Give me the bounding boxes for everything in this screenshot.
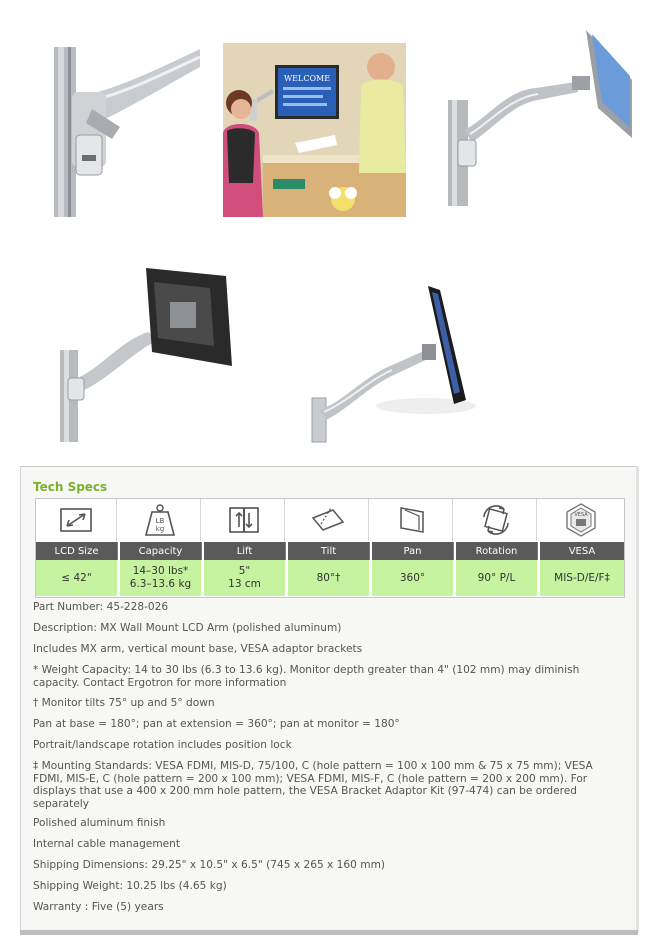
lift-icon [204, 499, 285, 541]
spec-value-capacity [120, 560, 202, 596]
spec-value-line: ≤ 42" [61, 571, 92, 584]
spec-value-line: 5" [238, 565, 251, 577]
pan-icon [372, 499, 453, 541]
diagonal-size-icon [36, 499, 117, 541]
svg-text:kg: kg [155, 525, 165, 533]
tech-specs-panel [20, 466, 638, 933]
product-photo-reception [223, 43, 406, 217]
product-photo-monitor-rear [58, 262, 234, 442]
panel-bottom-border [20, 930, 638, 935]
tech-specs-title: Tech Specs [33, 480, 108, 494]
spec-header-lift: Lift [204, 542, 286, 560]
mounting-standards-note: ‡ Mounting Standards: VESA FDMI, MIS-D, 75/100, C (hole pattern = 100 x 100 mm & 75 x 75 mm); VESA FDMI, MIS-E, C (hole pattern = 200 x 100 mm); VESA FDMI, MIS-F, C (hole pattern = 200 x 200 mm). For displays that use a 400 x 200 mm hole pattern, the VESA Bracket Adaptor Kit (97-474) can be ordered separately [33, 760, 593, 810]
rotation-note: Portrait/landscape rotation includes position lock [33, 739, 292, 751]
welcome-sign-text: WELCOME [283, 74, 331, 83]
includes: Includes MX arm, vertical mount base, VESA adaptor brackets [33, 643, 363, 655]
spec-value-line: MIS-D/E/F‡ [554, 571, 610, 584]
tilt-icon [288, 499, 369, 541]
weight-icon [120, 499, 201, 541]
spec-value-line: 360° [399, 571, 426, 584]
shipping-weight: Shipping Weight: 10.25 lbs (4.65 kg) [33, 880, 227, 892]
description: Description: MX Wall Mount LCD Arm (polished aluminum) [33, 622, 342, 634]
spec-value-lift [204, 560, 286, 596]
spec-table [35, 498, 625, 598]
product-photo-arm-closeup [52, 47, 200, 217]
vesa-icon [540, 499, 621, 541]
spec-value-rotation [456, 560, 538, 596]
panel-shadow [636, 466, 639, 932]
product-photo-arm-side [446, 30, 632, 206]
spec-header-capacity: Capacity [120, 542, 202, 560]
spec-value-line: 90° P/L [477, 571, 516, 584]
spec-value-line: 6.3–13.6 kg [129, 578, 192, 590]
warranty: Warranty : Five (5) years [33, 901, 164, 913]
spec-header-pan: Pan [372, 542, 454, 560]
svg-text:LB: LB [155, 517, 165, 525]
spec-header-lcd-size: LCD Size [36, 542, 118, 560]
spec-header-rotation: Rotation [456, 542, 538, 560]
product-photo-monitor-front [306, 282, 478, 444]
spec-header-vesa: VESA [540, 542, 624, 560]
cable-management: Internal cable management [33, 838, 181, 850]
rotation-icon [456, 499, 537, 541]
spec-value-tilt [288, 560, 370, 596]
part-number: Part Number: 45-228-026 [33, 601, 169, 613]
pan-note: Pan at base = 180°; pan at extension = 360°; pan at monitor = 180° [33, 718, 400, 730]
spec-header-tilt: Tilt [288, 542, 370, 560]
svg-text:VESA: VESA [573, 512, 588, 518]
spec-value-line: 13 cm [228, 578, 261, 590]
tilt-note: † Monitor tilts 75° up and 5° down [33, 697, 215, 709]
shipping-dimensions: Shipping Dimensions: 29.25" x 10.5" x 6.5" (745 x 265 x 160 mm) [33, 859, 386, 871]
weight-capacity-note: * Weight Capacity: 14 to 30 lbs (6.3 to 13.6 kg). Monitor depth greater than 4" (102 mm) may diminish capacity. Contact Ergotron for more information [33, 664, 580, 689]
spec-value-pan [372, 560, 454, 596]
spec-value-line: 80°† [316, 571, 341, 584]
spec-value-line: 14–30 lbs* [132, 565, 189, 577]
finish: Polished aluminum finish [33, 817, 166, 829]
spec-value-vesa [540, 560, 624, 596]
spec-value-lcd-size [36, 560, 118, 596]
